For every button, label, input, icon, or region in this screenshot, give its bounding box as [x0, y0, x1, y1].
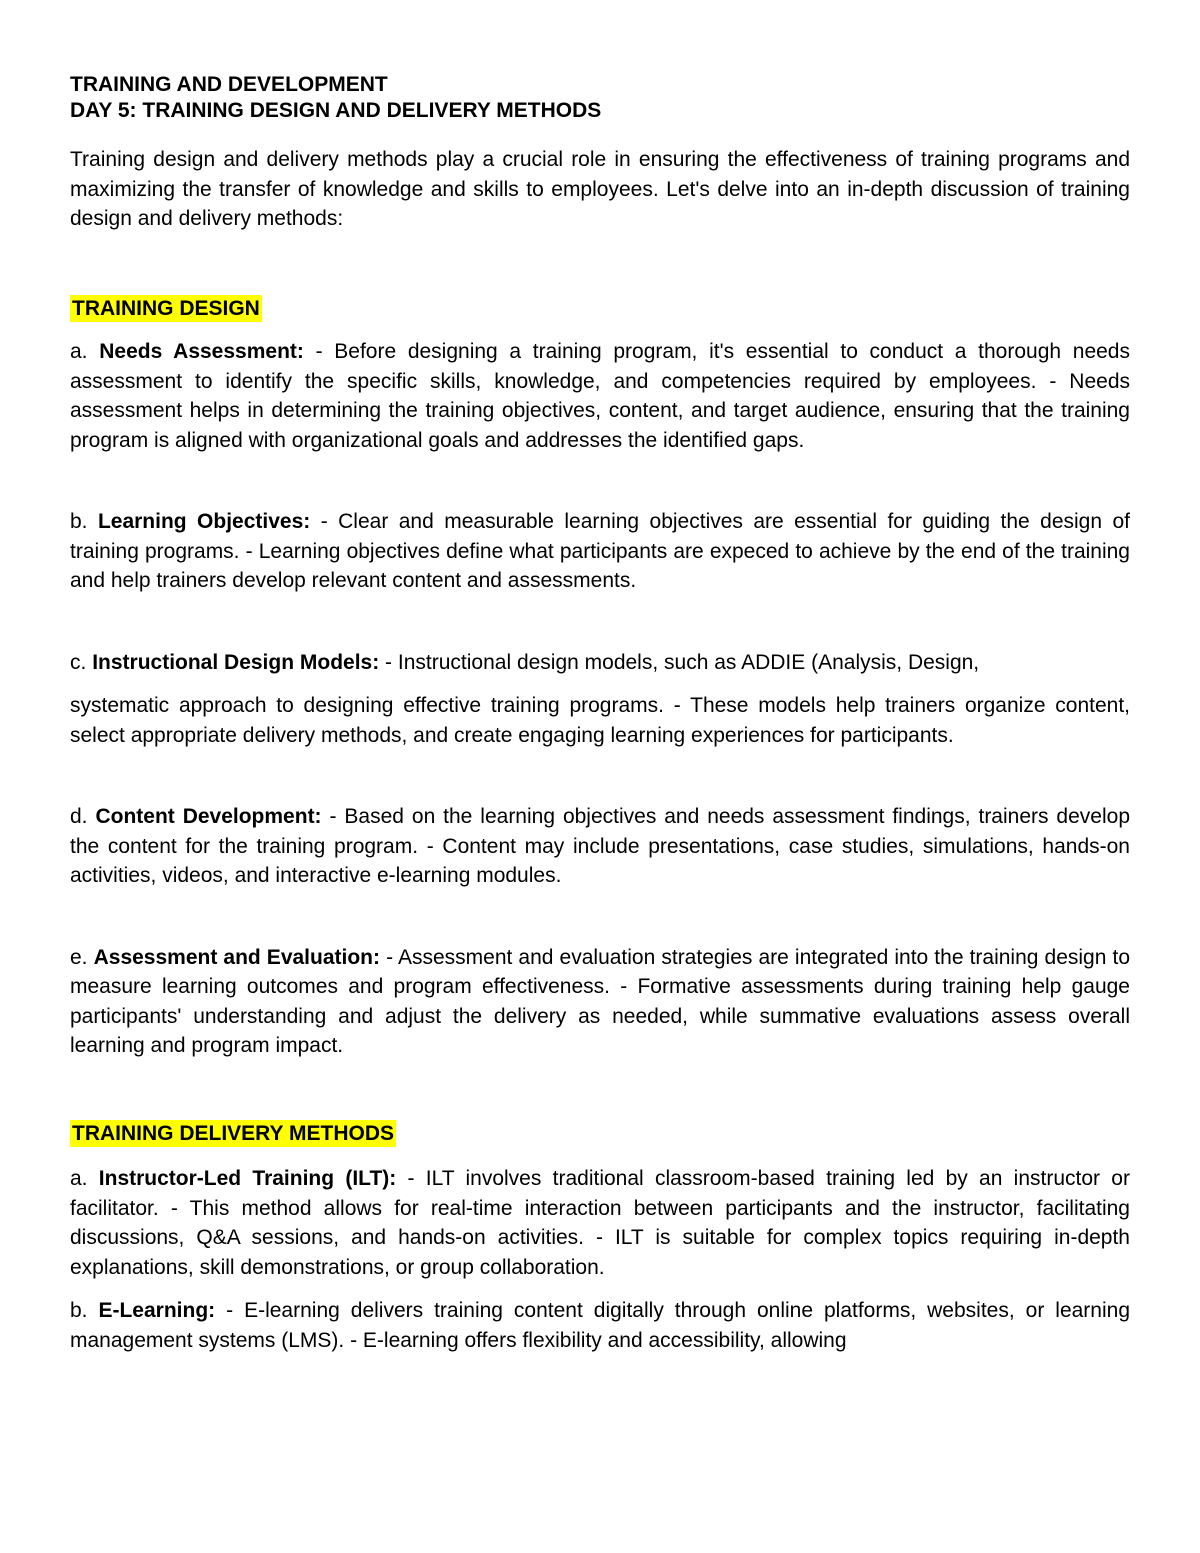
item-term: Instructional Design Models:: [92, 650, 380, 674]
item-term: Content Development:: [95, 805, 322, 828]
design-item-content-development: [70, 802, 1130, 891]
item-letter: a.: [70, 1167, 88, 1190]
item-letter: d.: [70, 805, 88, 828]
item-term: Instructor-Led Training (ILT):: [98, 1167, 397, 1190]
item-letter: a.: [70, 340, 88, 363]
design-item-instructional-design-models: [70, 648, 1130, 678]
item-letter: b.: [70, 510, 88, 533]
document-title-line-2: DAY 5: TRAINING DESIGN AND DELIVERY METHODS: [70, 99, 602, 122]
item-term: E-Learning:: [98, 1299, 216, 1322]
item-term: Assessment and Evaluation:: [93, 945, 380, 969]
item-letter: e.: [70, 945, 88, 969]
intro-paragraph: Training design and delivery methods play a crucial role in ensuring the effectiveness of training programs and maximizing the transfer of knowledge and skills to employees. Let's delve into an in-depth discussion of training design and delivery methods:: [70, 148, 1130, 230]
design-item-needs-assessment: [70, 337, 1130, 455]
item-text: - Instructional design models, such as ADDIE (Analysis, Design,: [379, 650, 980, 674]
item-letter: c.: [70, 650, 87, 674]
item-text: - ILT involves traditional classroom-based training led by an instructor or facilitator. - This method allows for real-time interaction between participants and the instructor, facilitating discussions, Q&A sessions, and hands-on activities. - ILT is suitable for complex topics requiring in-depth explanations, skill demonstrations, or group collaboration.: [70, 1167, 1130, 1279]
item-text: - Assessment and evaluation strategies are integrated into the training design to measure learning outcomes and program effectiveness. - Formative assessments during training help gauge participants' understanding and adjust the delivery as needed, while summative evaluations assess overall learning and program impact.: [70, 945, 1130, 1057]
design-item-learning-objectives: [70, 507, 1130, 596]
delivery-item-instructor-led-training: [70, 1164, 1130, 1282]
section-heading-training-delivery-methods: TRAINING DELIVERY METHODS: [72, 1121, 395, 1145]
design-item-instructional-design-models-continuation: systematic approach to designing effective training programs. - These models help trainers organize content, select appropriate delivery methods, and create engaging learning experiences for participants.: [70, 694, 1130, 747]
section-heading-training-design: TRAINING DESIGN: [72, 296, 260, 320]
document-page: [70, 72, 1130, 1355]
document-title-line-1: TRAINING AND DEVELOPMENT: [70, 73, 388, 96]
item-text: - E-learning delivers training content digitally through online platforms, websites, or learning management systems (LMS). - E-learning offers flexibility and accessibility, allowing: [70, 1299, 1130, 1352]
item-text: - Clear and measurable learning objectives are essential for guiding the design of training programs. - Learning objectives define what participants are expeced to achieve by the end of the training and help trainers develop relevant content and assessments.: [70, 510, 1130, 592]
item-term: Needs Assessment:: [99, 340, 304, 363]
item-term: Learning Objectives:: [97, 510, 311, 533]
item-letter: b.: [70, 1299, 88, 1322]
delivery-item-e-learning: [70, 1296, 1130, 1355]
item-text: - Before designing a training program, it's essential to conduct a thorough needs assessment to identify the specific skills, knowledge, and competencies required by employees. - Needs assessment helps in determining the training objectives, content, and target audience, ensuring that the training program is aligned with organizational goals and addresses the identified gaps.: [70, 340, 1130, 452]
design-item-assessment-evaluation: [70, 943, 1130, 1061]
item-text: - Based on the learning objectives and needs assessment findings, trainers develop the content for the training program. - Content may include presentations, case studies, simulations, hands-on activities, videos, and interactive e-learning modules.: [70, 805, 1130, 887]
